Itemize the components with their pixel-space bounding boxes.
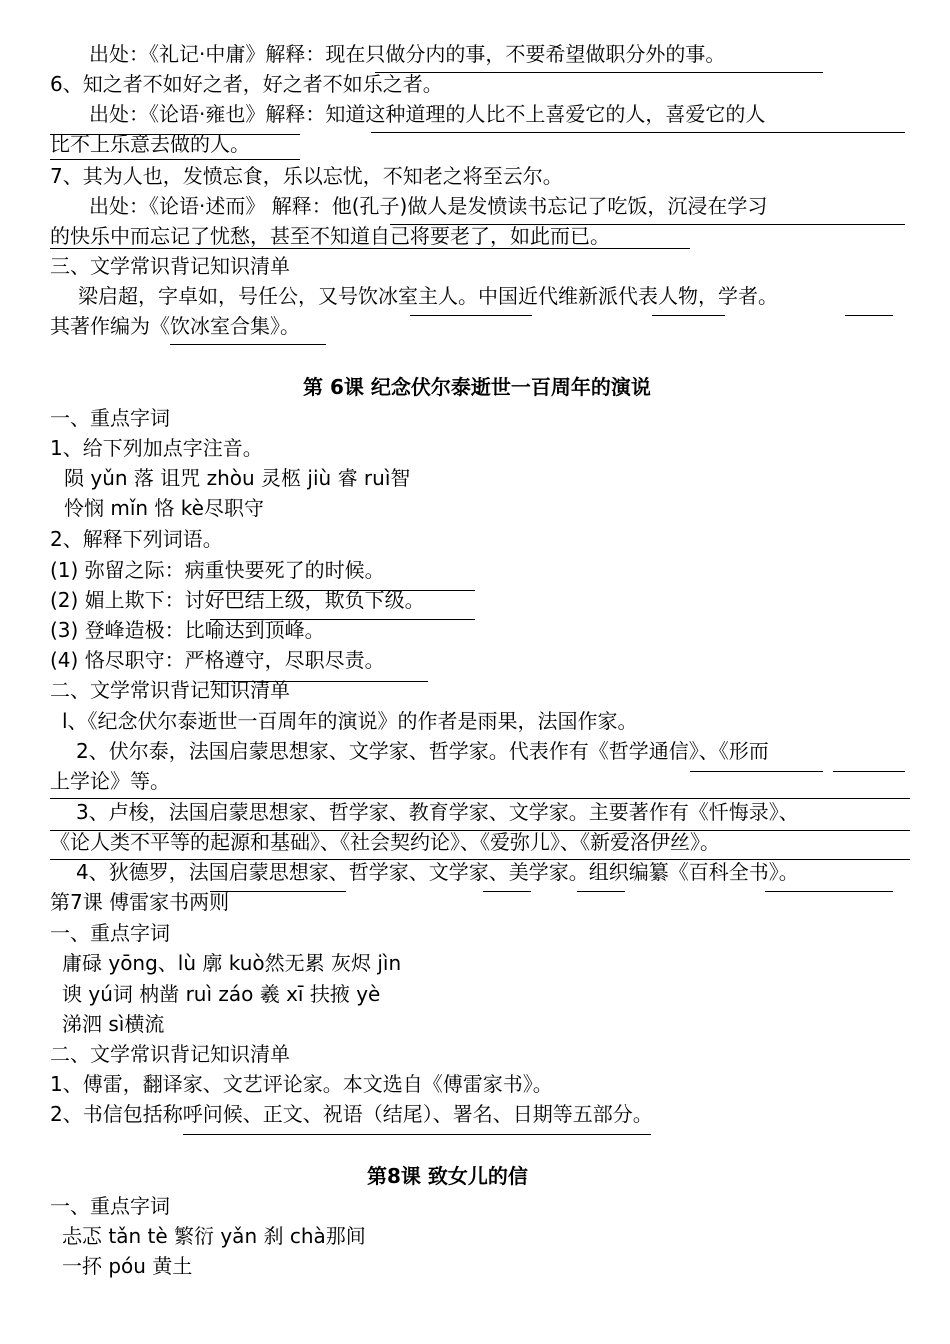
underline xyxy=(577,891,625,892)
text-line: 比不上乐意去做的人。 xyxy=(50,132,250,156)
underline xyxy=(690,771,823,772)
text-line: 出处：《论语·雍也》解释：知道这种道理的人比不上喜爱它的人，喜爱它的人 xyxy=(89,102,766,126)
underline xyxy=(390,224,905,225)
text-line: 1、傅雷，翻译家、文艺评论家。本文选自《傅雷家书》。 xyxy=(50,1072,553,1096)
underline xyxy=(50,134,300,135)
text-line: 梁启超，字卓如，号任公，又号饮冰室主人。中国近代维新派代表人物，学者。 xyxy=(78,284,778,308)
text-line: 2、解释下列词语。 xyxy=(50,527,223,551)
text-line: (2) 媚上欺下：讨好巴结上级，欺负下级。 xyxy=(50,588,425,612)
lesson-title-7: 第7课 傅雷家书两则 xyxy=(50,890,230,914)
text-line: 4、狄德罗，法国启蒙思想家、哲学家、文学家、美学家。组织编纂《百科全书》。 xyxy=(76,860,799,884)
text-line: 出处：《论语·述而》 解释：他(孔子)做人是发愤读书忘记了吃饭，沉浸在学习 xyxy=(89,194,768,218)
text-line: 1、给下列加点字注音。 xyxy=(50,436,263,460)
text-line: 庸碌 yōng、lù 廓 kuò然无累 灰烬 jìn xyxy=(62,951,402,975)
underline xyxy=(183,1134,651,1135)
underline xyxy=(410,315,532,316)
text-line: 忐忑 tǎn tè 繁衍 yǎn 刹 chà那间 xyxy=(62,1224,366,1248)
text-line: 6、知之者不如好之者，好之者不如乐之者。 xyxy=(50,72,443,96)
underline xyxy=(50,798,910,799)
text-line: (4) 恪尽职守：严格遵守，尽职尽责。 xyxy=(50,648,385,672)
underline xyxy=(170,344,326,345)
section-heading: 二、文学常识背记知识清单 xyxy=(50,678,290,702)
underline xyxy=(50,830,910,831)
text-line: (3) 登峰造极：比喻达到顶峰。 xyxy=(50,618,325,642)
underline xyxy=(210,619,475,620)
underline xyxy=(210,891,346,892)
text-line: 陨 yǔn 落 诅咒 zhòu 灵柩 jiù 睿 ruì智 xyxy=(64,466,411,490)
underline xyxy=(210,681,428,682)
underline xyxy=(50,159,300,160)
text-line: 出处：《礼记·中庸》解释：现在只做分内的事，不要希望做职分外的事。 xyxy=(89,42,726,66)
text-line: 《论人类不平等的起源和基础》、《社会契约论》、《爱弥儿》、《新爱洛伊丝》。 xyxy=(50,830,720,854)
lesson-title-8: 第8课 致女儿的信 xyxy=(367,1164,528,1188)
text-line: 2、书信包括称呼问候、正文、祝语（结尾）、署名、日期等五部分。 xyxy=(50,1102,653,1126)
section-heading: 一、重点字词 xyxy=(50,406,170,430)
section-heading: 二、文学常识背记知识清单 xyxy=(50,1042,290,1066)
text-line: 3、卢梭，法国启蒙思想家、哲学家、教育学家、文学家。主要著作有《忏悔录》、 xyxy=(76,800,799,824)
text-line: l、《纪念伏尔泰逝世一百周年的演说》的作者是雨果，法国作家。 xyxy=(62,709,638,733)
underline xyxy=(833,771,905,772)
section-heading: 一、重点字词 xyxy=(50,921,170,945)
underline xyxy=(50,248,690,249)
underline xyxy=(845,315,893,316)
underline xyxy=(50,859,910,860)
text-line: 怜悯 mǐn 恪 kè尽职守 xyxy=(64,496,264,520)
text-line: 的快乐中而忘记了忧愁，甚至不知道自己将要老了，如此而已。 xyxy=(50,224,610,248)
text-line: 其著作编为《饮冰室合集》。 xyxy=(50,314,300,338)
text-line: 涕泗 sì横流 xyxy=(62,1012,165,1036)
underline xyxy=(375,72,823,73)
text-line: (1) 弥留之际：病重快要死了的时候。 xyxy=(50,558,385,582)
text-line: 7、其为人也，发愤忘食，乐以忘忧，不知老之将至云尔。 xyxy=(50,164,563,188)
underline xyxy=(371,132,905,133)
section-heading: 一、重点字词 xyxy=(50,1194,170,1218)
text-line: 上学论》等。 xyxy=(50,769,170,793)
text-line: 一抔 póu 黄土 xyxy=(62,1254,193,1278)
text-line: 谀 yú词 枘凿 ruì záo 羲 xī 扶掖 yè xyxy=(62,982,381,1006)
lesson-title-6: 第 6课 纪念伏尔泰逝世一百周年的演说 xyxy=(303,375,651,399)
underline xyxy=(210,590,475,591)
underline xyxy=(652,315,725,316)
text-line: 2、伏尔泰，法国启蒙思想家、文学家、哲学家。代表作有《哲学通信》、《形而 xyxy=(76,739,769,763)
underline xyxy=(483,891,531,892)
section-heading: 三、文学常识背记知识清单 xyxy=(50,254,290,278)
underline xyxy=(765,891,893,892)
